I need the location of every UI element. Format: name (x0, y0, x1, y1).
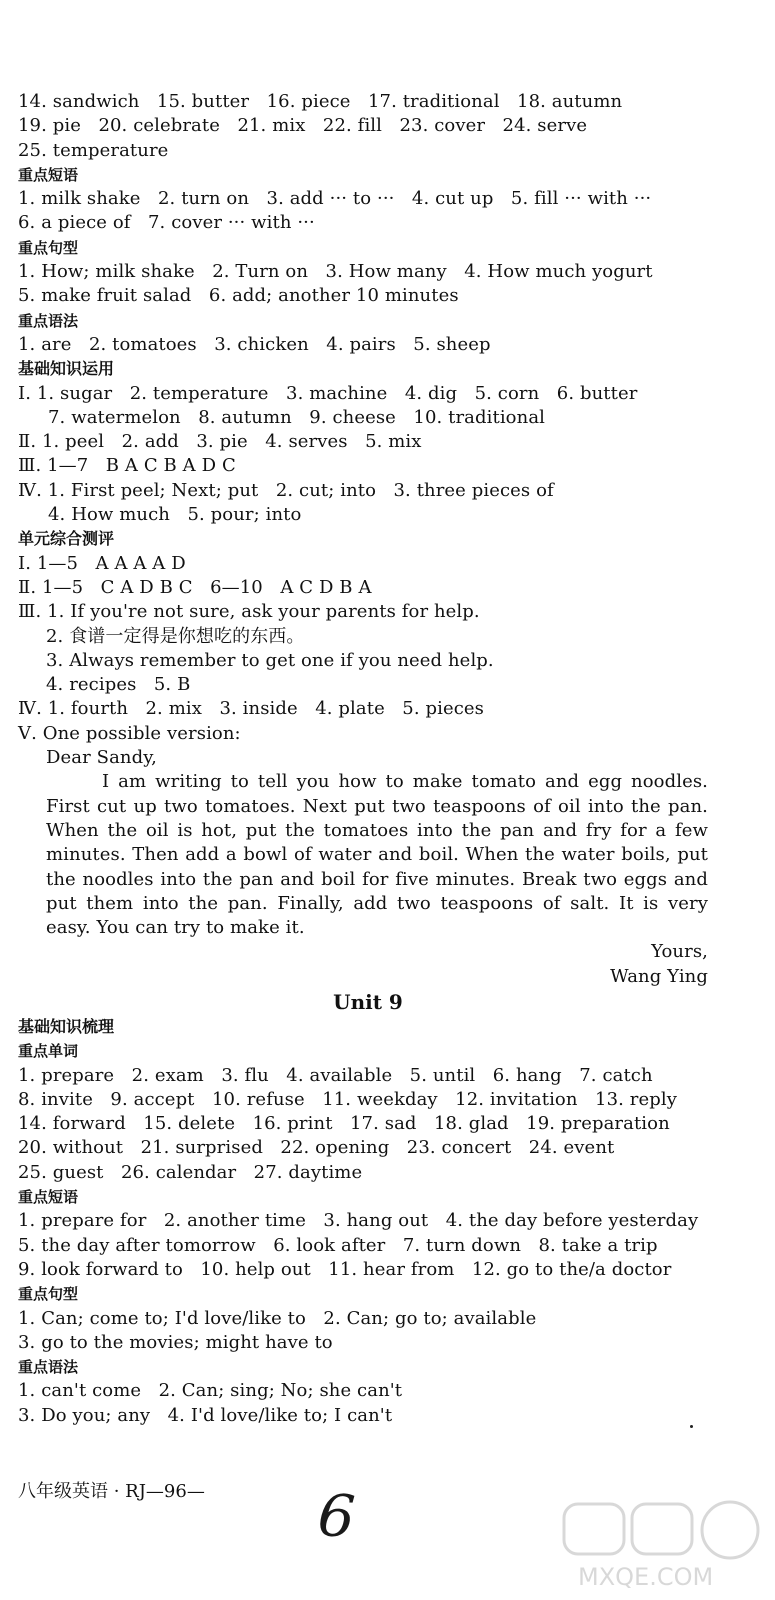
section-heading: 基础知识运用 (18, 359, 115, 379)
answer-line: 25. guest 26. calendar 27. daytime (18, 1161, 363, 1183)
answer-line: 1. milk shake 2. turn on 3. add ··· to ··· 4. cut up 5. fill ··· with ··· (18, 188, 652, 210)
watermark-logo (560, 1500, 770, 1595)
section-heading: 重点句型 (18, 1285, 79, 1304)
handwritten-page-number: 6 (315, 1480, 358, 1552)
section-heading: 重点语法 (18, 1358, 79, 1377)
answer-line: Ⅴ. One possible version: (18, 722, 241, 744)
section-heading: 基础知识梳理 (18, 1016, 115, 1036)
answer-line: 9. look forward to 10. help out 11. hear from 12. go to the/a doctor (18, 1258, 672, 1280)
answer-line: 3. Do you; any 4. I'd love/like to; I can't (18, 1404, 393, 1426)
answer-line: 2. 食谱一定得是你想吃的东西。 (46, 625, 305, 647)
answer-line: 3. Always remember to get one if you need help. (46, 649, 494, 671)
answer-line: 7. watermelon 8. autumn 9. cheese 10. traditional (48, 406, 546, 428)
answer-line: 25. temperature (18, 139, 169, 161)
section-heading: 重点短语 (18, 165, 79, 184)
answer-line: Dear Sandy, (46, 747, 157, 769)
answer-line: 1. prepare for 2. another time 3. hang out 4. the day before yesterday (18, 1210, 699, 1232)
answer-line: 1. can't come 2. Can; sing; No; she can't (18, 1380, 403, 1402)
answer-line: 1. prepare 2. exam 3. flu 4. available 5. until 6. hang 7. catch (18, 1064, 653, 1086)
answer-line: Ⅱ. 1—5 C A D B C 6—10 A C D B A (18, 576, 372, 598)
answer-line: 4. How much 5. pour; into (48, 504, 302, 526)
answer-page (18, 90, 708, 1428)
answer-line: 14. forward 15. delete 16. print 17. sad 18. glad 19. preparation (18, 1113, 670, 1135)
answer-line: Ⅳ. 1. First peel; Next; put 2. cut; into 3. three pieces of (18, 479, 554, 501)
unit8-answers (18, 90, 708, 770)
letter-body: I am writing to tell you how to make tomato and egg noodles. First cut up two tomatoes. Next put two teaspoons of oil into the pan. When the oil is hot, put the tomatoes into the pan and fry for a few minutes. Then add a bowl of water and boil. When the water boils, put the noodles into the pan and boil for five minutes. Break two eggs and put them into the pan. Finally, add two teaspoons of salt. It is very easy. You can try to make it. (46, 771, 708, 939)
svg-text:MXQE.COM: MXQE.COM (578, 1563, 714, 1591)
answer-line: Ⅱ. 1. peel 2. add 3. pie 4. serves 5. mix (18, 431, 422, 453)
letter-signature: Wang Ying (610, 965, 708, 987)
answer-line: 1. How; milk shake 2. Turn on 3. How many 4. How much yogurt (18, 261, 653, 283)
section-heading: 重点短语 (18, 1188, 79, 1207)
answer-line: 1. Can; come to; I'd love/like to 2. Can; go to; available (18, 1307, 537, 1329)
answer-line: 3. go to the movies; might have to (18, 1331, 333, 1353)
answer-line: 4. recipes 5. B (46, 674, 191, 696)
answer-line: 5. make fruit salad 6. add; another 10 minutes (18, 285, 459, 307)
answer-line: 6. a piece of 7. cover ··· with ··· (18, 212, 315, 234)
section-heading: 重点单词 (18, 1042, 79, 1061)
answer-line: Ⅲ. 1. If you're not sure, ask your parents for help. (18, 601, 480, 623)
section-heading: 单元综合测评 (18, 529, 115, 549)
answer-line: 8. invite 9. accept 10. refuse 11. weekday 12. invitation 13. reply (18, 1088, 677, 1110)
answer-line: 19. pie 20. celebrate 21. mix 22. fill 23. cover 24. serve (18, 115, 588, 137)
section-heading: 重点句型 (18, 238, 79, 257)
page-footer: 八年级英语 · RJ—96— (18, 1481, 205, 1502)
unit9-answers (18, 1015, 708, 1428)
answer-line: Ⅰ. 1—5 A A A A D (18, 552, 186, 574)
answer-line: Ⅰ. 1. sugar 2. temperature 3. machine 4. dig 5. corn 6. butter (18, 382, 638, 404)
answer-line: 5. the day after tomorrow 6. look after 7. turn down 8. take a trip (18, 1234, 658, 1256)
answer-line: 20. without 21. surprised 22. opening 23. concert 24. event (18, 1137, 615, 1159)
answer-line: Ⅲ. 1—7 B A C B A D C (18, 455, 236, 477)
answer-line: Ⅳ. 1. fourth 2. mix 3. inside 4. plate 5. pieces (18, 698, 484, 720)
letter-closing: Yours, (651, 941, 708, 963)
answer-line: 1. are 2. tomatoes 3. chicken 4. pairs 5. sheep (18, 333, 491, 355)
section-heading: 重点语法 (18, 311, 79, 330)
answer-line: 14. sandwich 15. butter 16. piece 17. traditional 18. autumn (18, 91, 623, 112)
speck (690, 1425, 693, 1428)
unit-title: Unit 9 (333, 989, 403, 1014)
